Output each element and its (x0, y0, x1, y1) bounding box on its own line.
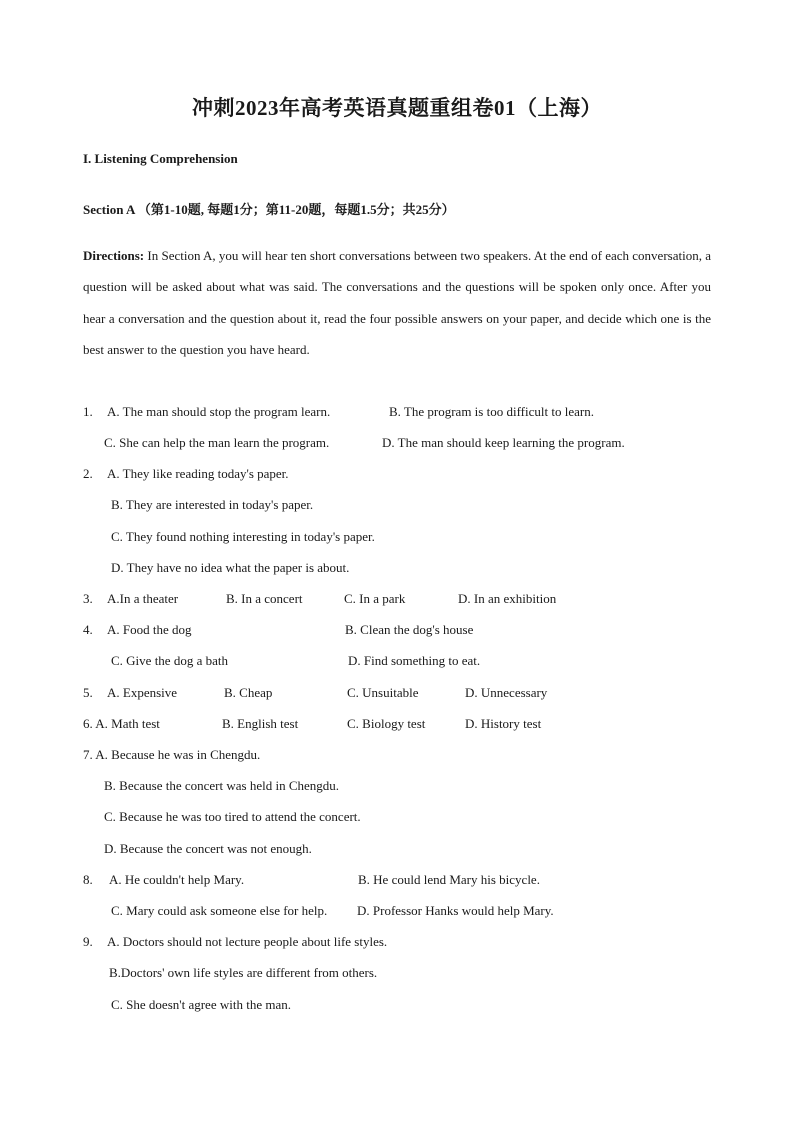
question-7-option-b: B. Because the concert was held in Chengdu. (104, 778, 340, 793)
question-2-number: 2. (83, 466, 93, 481)
question-4-option-b: B. Clean the dog's house (345, 622, 474, 637)
question-9-number: 9. (83, 934, 93, 949)
question-4-number: 4. (83, 622, 93, 637)
question-3-option-d: D. In an exhibition (458, 591, 557, 606)
question-5-number: 5. (83, 685, 93, 700)
document-title: 冲刺2023年高考英语真题重组卷01（上海） (192, 96, 602, 120)
question-5-option-b: B. Cheap (224, 685, 273, 700)
question-3-option-b: B. In a concert (226, 591, 303, 606)
question-4-option-d: D. Find something to eat. (348, 653, 481, 668)
question-6-option-b: B. English test (222, 716, 299, 731)
question-5-option-c: C. Unsuitable (347, 685, 419, 700)
question-7-option-a: 7. A. Because he was in Chengdu. (83, 747, 261, 762)
question-9-option-c: C. She doesn't agree with the man. (111, 997, 291, 1012)
question-3-option-c: C. In a park (344, 591, 406, 606)
question-8-option-a: A. He couldn't help Mary. (109, 872, 245, 887)
question-1-option-b: B. The program is too difficult to learn. (389, 404, 594, 419)
directions-paragraph (83, 240, 711, 365)
question-8-number: 8. (83, 872, 93, 887)
question-6-option-d: D. History test (465, 716, 542, 731)
question-9-option-a: A. Doctors should not lecture people about life styles. (107, 934, 388, 949)
question-2-option-c: C. They found nothing interesting in today's paper. (111, 529, 375, 544)
question-2-option-a: A. They like reading today's paper. (107, 466, 289, 481)
question-3-option-a: A.In a theater (107, 591, 179, 606)
question-4-option-a: A. Food the dog (107, 622, 192, 637)
question-4-option-c: C. Give the dog a bath (111, 653, 228, 668)
question-5-option-d: D. Unnecessary (465, 685, 548, 700)
question-6-option-c: C. Biology test (347, 716, 426, 731)
question-7-option-c: C. Because he was too tired to attend the concert. (104, 809, 361, 824)
question-9-option-b: B.Doctors' own life styles are different from others. (109, 965, 378, 980)
question-1-option-c: C. She can help the man learn the program. (104, 435, 330, 450)
question-8-option-c: C. Mary could ask someone else for help. (111, 903, 328, 918)
part-heading: I. Listening Comprehension (83, 151, 238, 166)
question-2-option-b: B. They are interested in today's paper. (111, 497, 314, 512)
section-heading: Section A （第1-10题, 每题1分；第11-20题，每题1.5分；共25分） (83, 202, 455, 217)
question-6-option-a: 6. A. Math test (83, 716, 160, 731)
question-1-number: 1. (83, 404, 93, 419)
question-1-option-d: D. The man should keep learning the program. (382, 435, 625, 450)
question-7-option-d: D. Because the concert was not enough. (104, 841, 312, 856)
question-2-option-d: D. They have no idea what the paper is about. (111, 560, 350, 575)
directions-text: In Section A, you will hear ten short conversations between two speakers. At the end of each conversation, a question will be asked about what was said. The conversations and the questions will be spoken only once. After you hear a conversation and the question about it, read the four possible answers on your paper, and decide which one is the best answer to the question you have heard. (83, 248, 711, 357)
question-8-option-d: D. Professor Hanks would help Mary. (357, 903, 554, 918)
question-1-option-a: A. The man should stop the program learn. (107, 404, 331, 419)
directions-label: Directions: (83, 248, 145, 263)
question-5-option-a: A. Expensive (107, 685, 178, 700)
question-8-option-b: B. He could lend Mary his bicycle. (358, 872, 540, 887)
question-3-number: 3. (83, 591, 93, 606)
